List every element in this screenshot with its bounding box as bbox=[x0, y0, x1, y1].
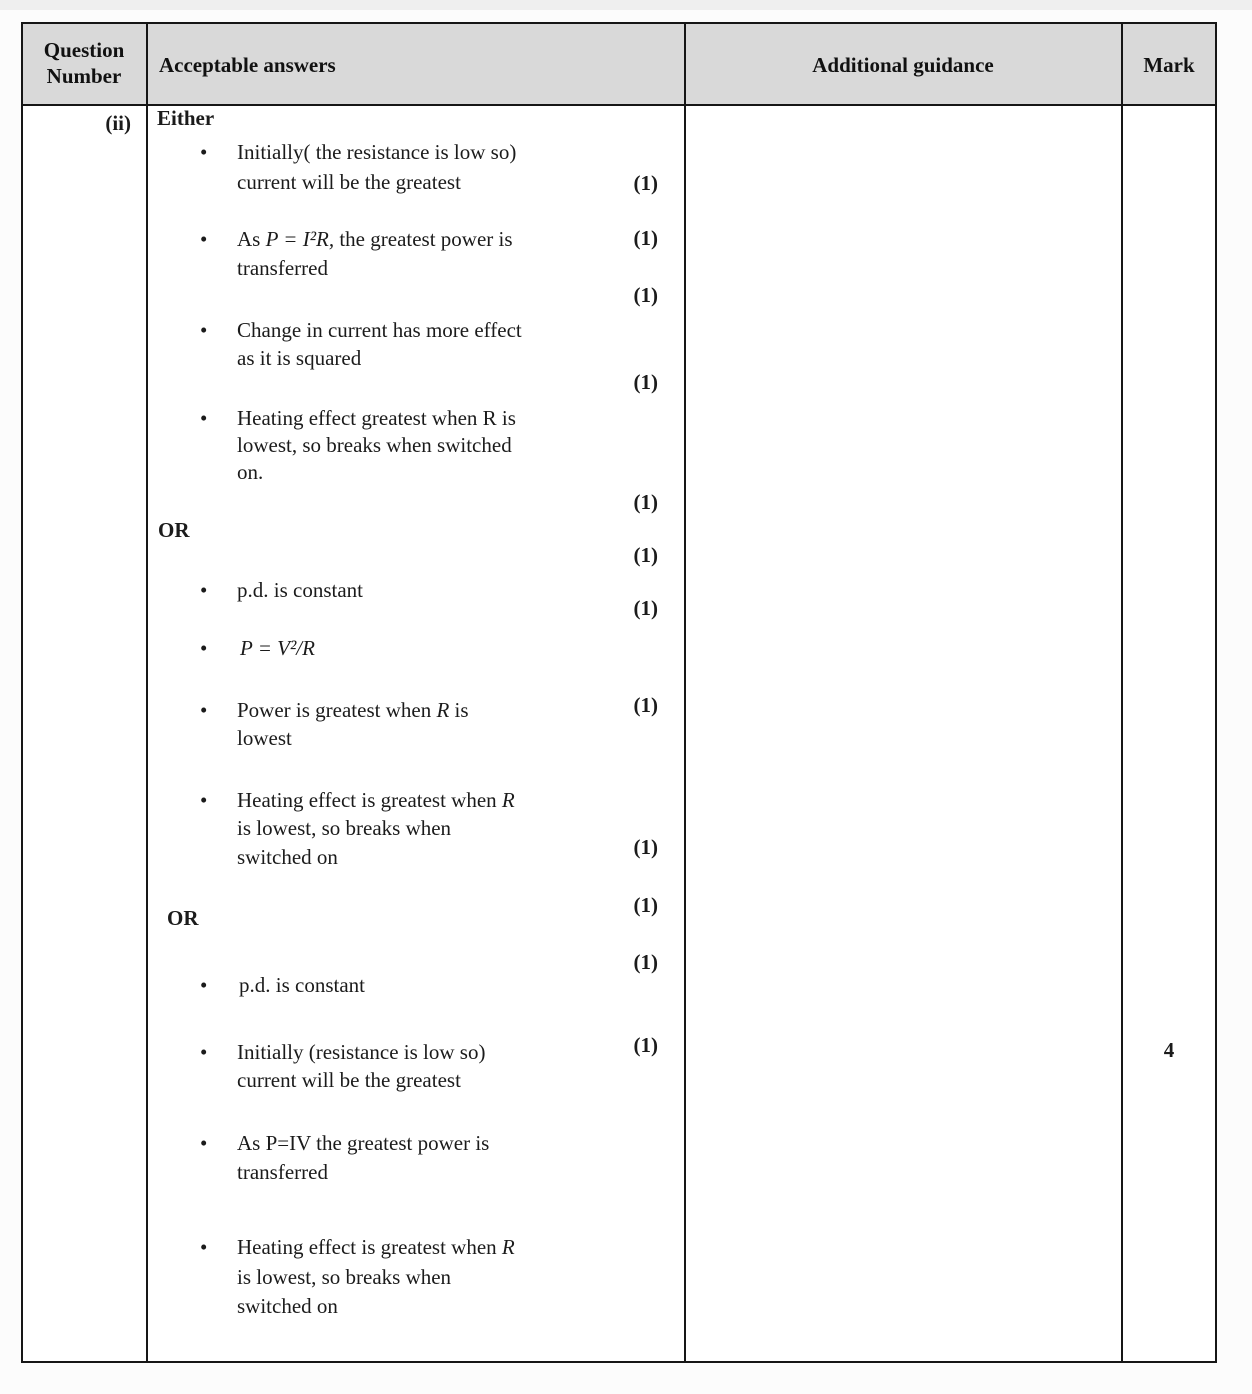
answer-line: As P=IV the greatest power is bbox=[237, 1131, 490, 1155]
answer-text: the greatest power is bbox=[334, 227, 513, 251]
formula-text: P = V²/R bbox=[240, 636, 315, 660]
header-question-number-line1: Question bbox=[43, 38, 125, 62]
bullet-dot: • bbox=[200, 1235, 208, 1259]
column-divider bbox=[146, 22, 148, 1363]
header-mark: Mark bbox=[1143, 53, 1195, 77]
mark-point: (1) bbox=[633, 835, 658, 859]
mark-point: (1) bbox=[633, 490, 658, 514]
or-label-1: OR bbox=[158, 518, 190, 542]
answer-line: p.d. is constant bbox=[239, 973, 365, 997]
mark-point: (1) bbox=[633, 226, 658, 250]
answer-line: transferred bbox=[237, 1160, 328, 1184]
header-question-number bbox=[21, 37, 147, 89]
header-question-number-line2: Number bbox=[46, 64, 122, 88]
answer-line bbox=[240, 634, 315, 663]
bullet-dot: • bbox=[200, 140, 208, 164]
bullet-dot: • bbox=[200, 578, 208, 602]
bullet-dot: • bbox=[200, 227, 208, 251]
header-additional-guidance: Additional guidance bbox=[812, 53, 994, 77]
bullet-dot: • bbox=[200, 1131, 208, 1155]
mark-point: (1) bbox=[633, 283, 658, 307]
bullet-dot: • bbox=[200, 406, 208, 430]
answer-line: current will be the greatest bbox=[237, 1068, 461, 1092]
bullet-dot: • bbox=[200, 636, 208, 660]
header-acceptable-answers: Acceptable answers bbox=[159, 53, 336, 77]
mark-point: (1) bbox=[633, 370, 658, 394]
answer-line: switched on bbox=[237, 845, 338, 869]
page-top-strip bbox=[0, 0, 1252, 10]
column-divider bbox=[684, 22, 686, 1363]
question-number-cell: (ii) bbox=[105, 111, 131, 135]
mark-point: (1) bbox=[633, 1033, 658, 1057]
answer-line: is lowest, so breaks when bbox=[237, 1265, 452, 1289]
mark-value: 4 bbox=[1163, 1038, 1175, 1062]
mark-point: (1) bbox=[633, 543, 658, 567]
answer-line bbox=[237, 1233, 515, 1262]
answer-line bbox=[237, 786, 515, 815]
bullet-dot: • bbox=[200, 698, 208, 722]
answer-text: Heating effect is greatest when bbox=[237, 788, 502, 812]
answer-text: As bbox=[237, 227, 266, 251]
answer-text: is bbox=[449, 698, 469, 722]
formula-text: R bbox=[501, 788, 515, 812]
answer-line bbox=[237, 696, 469, 725]
bullet-dot: • bbox=[200, 788, 208, 812]
answer-line: Change in current has more effect bbox=[237, 318, 522, 342]
answer-text: Heating effect is greatest when bbox=[237, 1235, 502, 1259]
answer-text: Power is greatest when bbox=[237, 698, 437, 722]
bullet-dot: • bbox=[200, 318, 208, 342]
bullet-dot: • bbox=[200, 1040, 208, 1064]
mark-point: (1) bbox=[633, 171, 658, 195]
either-label: Either bbox=[157, 106, 215, 130]
answer-line: transferred bbox=[237, 256, 328, 280]
column-divider bbox=[1121, 22, 1123, 1363]
formula-text: R bbox=[501, 1235, 515, 1259]
mark-point: (1) bbox=[633, 596, 658, 620]
mark-point: (1) bbox=[633, 950, 658, 974]
answer-line: Heating effect greatest when R is bbox=[237, 406, 516, 430]
answer-line: is lowest, so breaks when bbox=[237, 816, 452, 840]
answer-line: p.d. is constant bbox=[237, 578, 363, 602]
mark-point: (1) bbox=[633, 893, 658, 917]
formula-text: R bbox=[436, 698, 450, 722]
answer-line: Initially( the resistance is low so) bbox=[237, 140, 517, 164]
answer-line: as it is squared bbox=[237, 346, 362, 370]
bullet-dot: • bbox=[200, 973, 208, 997]
formula-text: P = I²R, bbox=[265, 227, 335, 251]
answer-line: current will be the greatest bbox=[237, 170, 461, 194]
or-label-2: OR bbox=[167, 906, 199, 930]
answer-line bbox=[237, 225, 513, 254]
answer-line: switched on bbox=[237, 1294, 338, 1318]
answer-line: Initially (resistance is low so) bbox=[237, 1040, 486, 1064]
mark-point: (1) bbox=[633, 693, 658, 717]
answer-line: lowest, so breaks when switched bbox=[237, 433, 512, 457]
answer-line: on. bbox=[237, 460, 264, 484]
answer-line: lowest bbox=[237, 726, 292, 750]
